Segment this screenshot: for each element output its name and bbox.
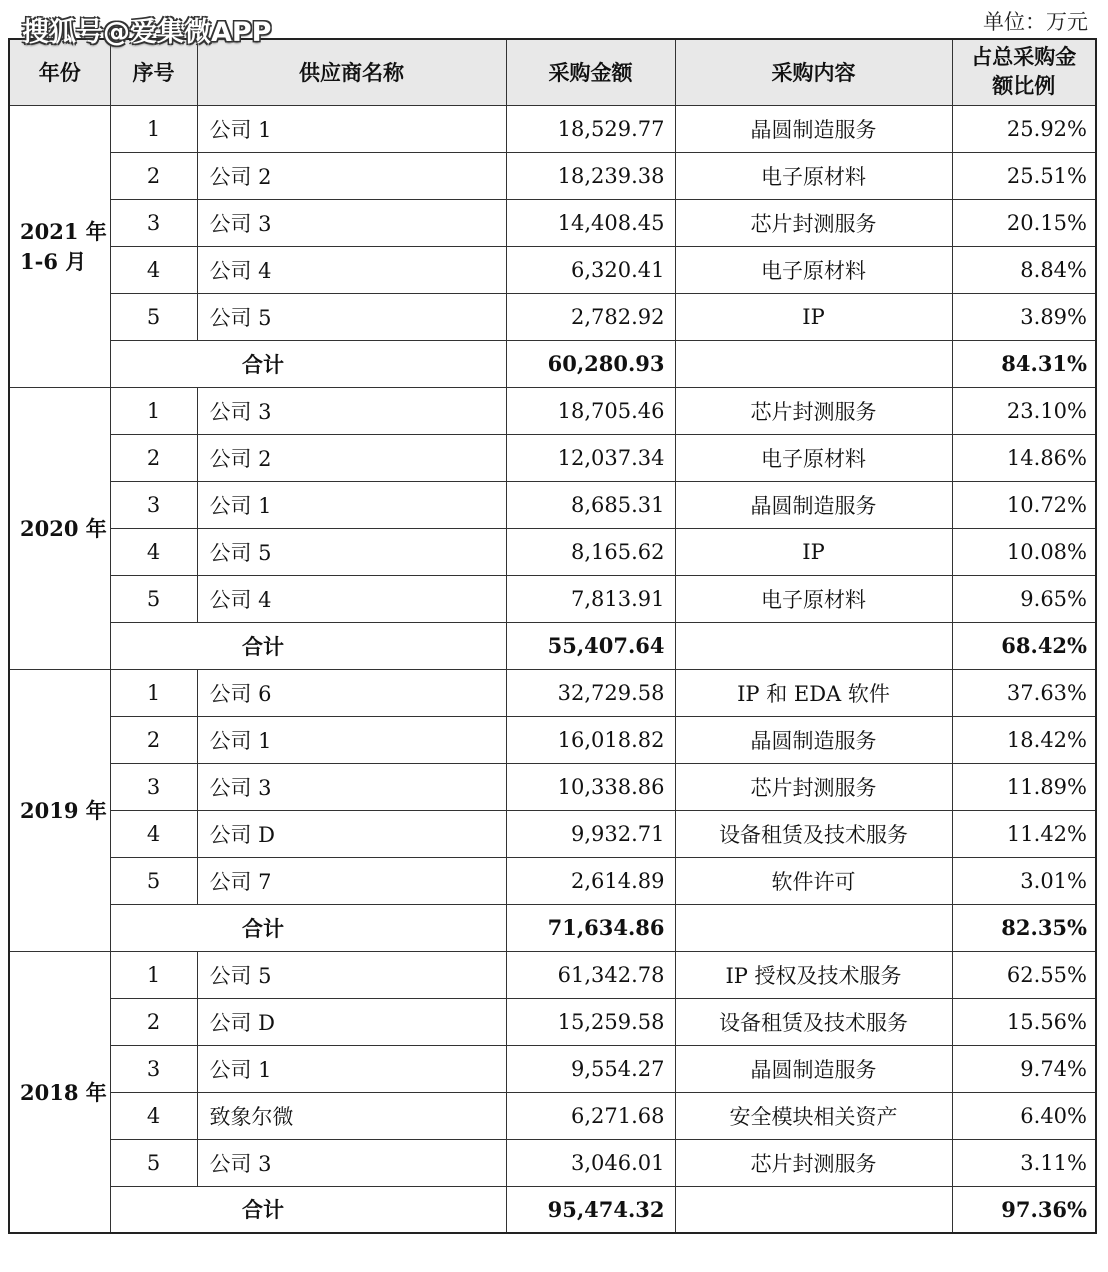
ratio-cell: 25.51%	[952, 152, 1096, 199]
amount-cell: 3,046.01	[506, 1139, 675, 1186]
amount-cell: 7,813.91	[506, 575, 675, 622]
content-cell: 芯片封测服务	[675, 387, 952, 434]
amount-cell: 16,018.82	[506, 716, 675, 763]
amount-cell: 14,408.45	[506, 199, 675, 246]
supplier-name-cell: 致象尔微	[197, 1092, 506, 1139]
supplier-name-cell: 公司 2	[197, 152, 506, 199]
ratio-cell: 11.42%	[952, 810, 1096, 857]
total-label: 合计	[110, 904, 506, 951]
header-ratio: 占总采购金额比例	[952, 39, 1096, 105]
seq-cell: 1	[110, 387, 197, 434]
supplier-name-cell: 公司 3	[197, 763, 506, 810]
total-row	[9, 622, 1096, 669]
table-row	[9, 1092, 1096, 1139]
seq-cell: 4	[110, 528, 197, 575]
table-row	[9, 998, 1096, 1045]
unit-label: 单位：万元	[983, 10, 1088, 34]
amount-cell: 2,782.92	[506, 293, 675, 340]
content-cell: 电子原材料	[675, 434, 952, 481]
table-row	[9, 810, 1096, 857]
content-cell: 芯片封测服务	[675, 199, 952, 246]
table-row	[9, 387, 1096, 434]
header-amount: 采购金额	[506, 39, 675, 105]
supplier-name-cell: 公司 2	[197, 434, 506, 481]
year-cell: 2021 年 1-6 月	[9, 105, 110, 387]
total-content-empty	[675, 1186, 952, 1233]
total-content-empty	[675, 622, 952, 669]
ratio-cell: 3.01%	[952, 857, 1096, 904]
amount-cell: 18,529.77	[506, 105, 675, 152]
supplier-name-cell: 公司 5	[197, 293, 506, 340]
supplier-name-cell: 公司 1	[197, 105, 506, 152]
supplier-name-cell: 公司 5	[197, 528, 506, 575]
total-amount-cell: 71,634.86	[506, 904, 675, 951]
amount-cell: 8,165.62	[506, 528, 675, 575]
seq-cell: 1	[110, 105, 197, 152]
content-cell: IP	[675, 293, 952, 340]
seq-cell: 2	[110, 716, 197, 763]
year-cell: 2018 年	[9, 951, 110, 1233]
header-year: 年份	[9, 39, 110, 105]
total-row	[9, 340, 1096, 387]
supplier-name-cell: 公司 4	[197, 575, 506, 622]
total-content-empty	[675, 340, 952, 387]
supplier-name-cell: 公司 5	[197, 951, 506, 998]
seq-cell: 1	[110, 951, 197, 998]
seq-cell: 3	[110, 481, 197, 528]
content-cell: 芯片封测服务	[675, 1139, 952, 1186]
seq-cell: 5	[110, 575, 197, 622]
table-row	[9, 669, 1096, 716]
supplier-name-cell: 公司 1	[197, 716, 506, 763]
table-row	[9, 1045, 1096, 1092]
table-row	[9, 293, 1096, 340]
table-row	[9, 763, 1096, 810]
amount-cell: 9,932.71	[506, 810, 675, 857]
ratio-cell: 3.89%	[952, 293, 1096, 340]
supplier-table	[8, 38, 1097, 1234]
ratio-cell: 25.92%	[952, 105, 1096, 152]
seq-cell: 4	[110, 246, 197, 293]
table-row	[9, 434, 1096, 481]
header-content: 采购内容	[675, 39, 952, 105]
year-cell: 2020 年	[9, 387, 110, 669]
seq-cell: 1	[110, 669, 197, 716]
amount-cell: 6,320.41	[506, 246, 675, 293]
table-row	[9, 528, 1096, 575]
total-amount-cell: 55,407.64	[506, 622, 675, 669]
content-cell: 晶圆制造服务	[675, 105, 952, 152]
total-content-empty	[675, 904, 952, 951]
supplier-name-cell: 公司 7	[197, 857, 506, 904]
supplier-name-cell: 公司 3	[197, 1139, 506, 1186]
seq-cell: 5	[110, 293, 197, 340]
supplier-name-cell: 公司 1	[197, 1045, 506, 1092]
seq-cell: 3	[110, 763, 197, 810]
ratio-cell: 9.65%	[952, 575, 1096, 622]
supplier-name-cell: 公司 D	[197, 810, 506, 857]
table-row	[9, 105, 1096, 152]
ratio-cell: 14.86%	[952, 434, 1096, 481]
table-row	[9, 857, 1096, 904]
ratio-cell: 18.42%	[952, 716, 1096, 763]
content-cell: 电子原材料	[675, 575, 952, 622]
content-cell: 电子原材料	[675, 246, 952, 293]
supplier-name-cell: 公司 3	[197, 387, 506, 434]
table-row	[9, 199, 1096, 246]
table-row	[9, 246, 1096, 293]
ratio-cell: 6.40%	[952, 1092, 1096, 1139]
seq-cell: 4	[110, 1092, 197, 1139]
content-cell: IP	[675, 528, 952, 575]
seq-cell: 5	[110, 1139, 197, 1186]
amount-cell: 18,239.38	[506, 152, 675, 199]
content-cell: 软件许可	[675, 857, 952, 904]
header-name: 供应商名称	[197, 39, 506, 105]
supplier-name-cell: 公司 D	[197, 998, 506, 1045]
amount-cell: 2,614.89	[506, 857, 675, 904]
content-cell: 晶圆制造服务	[675, 1045, 952, 1092]
total-ratio-cell: 97.36%	[952, 1186, 1096, 1233]
total-label: 合计	[110, 622, 506, 669]
watermark-text: 搜狐号@爱集微APP	[22, 17, 272, 48]
supplier-name-cell: 公司 1	[197, 481, 506, 528]
ratio-cell: 23.10%	[952, 387, 1096, 434]
ratio-cell: 3.11%	[952, 1139, 1096, 1186]
table-row	[9, 481, 1096, 528]
amount-cell: 18,705.46	[506, 387, 675, 434]
seq-cell: 4	[110, 810, 197, 857]
amount-cell: 61,342.78	[506, 951, 675, 998]
table-row	[9, 575, 1096, 622]
content-cell: 电子原材料	[675, 152, 952, 199]
total-amount-cell: 95,474.32	[506, 1186, 675, 1233]
content-cell: 设备租赁及技术服务	[675, 998, 952, 1045]
ratio-cell: 10.72%	[952, 481, 1096, 528]
total-label: 合计	[110, 340, 506, 387]
content-cell: 晶圆制造服务	[675, 716, 952, 763]
table-row	[9, 1139, 1096, 1186]
ratio-cell: 20.15%	[952, 199, 1096, 246]
table-row	[9, 152, 1096, 199]
ratio-cell: 37.63%	[952, 669, 1096, 716]
ratio-cell: 9.74%	[952, 1045, 1096, 1092]
amount-cell: 15,259.58	[506, 998, 675, 1045]
seq-cell: 2	[110, 998, 197, 1045]
supplier-name-cell: 公司 3	[197, 199, 506, 246]
ratio-cell: 11.89%	[952, 763, 1096, 810]
ratio-cell: 8.84%	[952, 246, 1096, 293]
total-ratio-cell: 68.42%	[952, 622, 1096, 669]
seq-cell: 3	[110, 199, 197, 246]
content-cell: 设备租赁及技术服务	[675, 810, 952, 857]
amount-cell: 8,685.31	[506, 481, 675, 528]
table-row	[9, 951, 1096, 998]
total-row	[9, 904, 1096, 951]
total-row	[9, 1186, 1096, 1233]
ratio-cell: 15.56%	[952, 998, 1096, 1045]
amount-cell: 12,037.34	[506, 434, 675, 481]
amount-cell: 9,554.27	[506, 1045, 675, 1092]
header-seq: 序号	[110, 39, 197, 105]
total-label: 合计	[110, 1186, 506, 1233]
ratio-cell: 62.55%	[952, 951, 1096, 998]
supplier-name-cell: 公司 6	[197, 669, 506, 716]
total-ratio-cell: 84.31%	[952, 340, 1096, 387]
amount-cell: 6,271.68	[506, 1092, 675, 1139]
content-cell: IP 授权及技术服务	[675, 951, 952, 998]
content-cell: 晶圆制造服务	[675, 481, 952, 528]
year-cell: 2019 年	[9, 669, 110, 951]
content-cell: 安全模块相关资产	[675, 1092, 952, 1139]
table-row	[9, 716, 1096, 763]
amount-cell: 10,338.86	[506, 763, 675, 810]
content-cell: 芯片封测服务	[675, 763, 952, 810]
total-ratio-cell: 82.35%	[952, 904, 1096, 951]
seq-cell: 5	[110, 857, 197, 904]
supplier-name-cell: 公司 4	[197, 246, 506, 293]
ratio-cell: 10.08%	[952, 528, 1096, 575]
seq-cell: 2	[110, 152, 197, 199]
total-amount-cell: 60,280.93	[506, 340, 675, 387]
content-cell: IP 和 EDA 软件	[675, 669, 952, 716]
seq-cell: 3	[110, 1045, 197, 1092]
seq-cell: 2	[110, 434, 197, 481]
amount-cell: 32,729.58	[506, 669, 675, 716]
